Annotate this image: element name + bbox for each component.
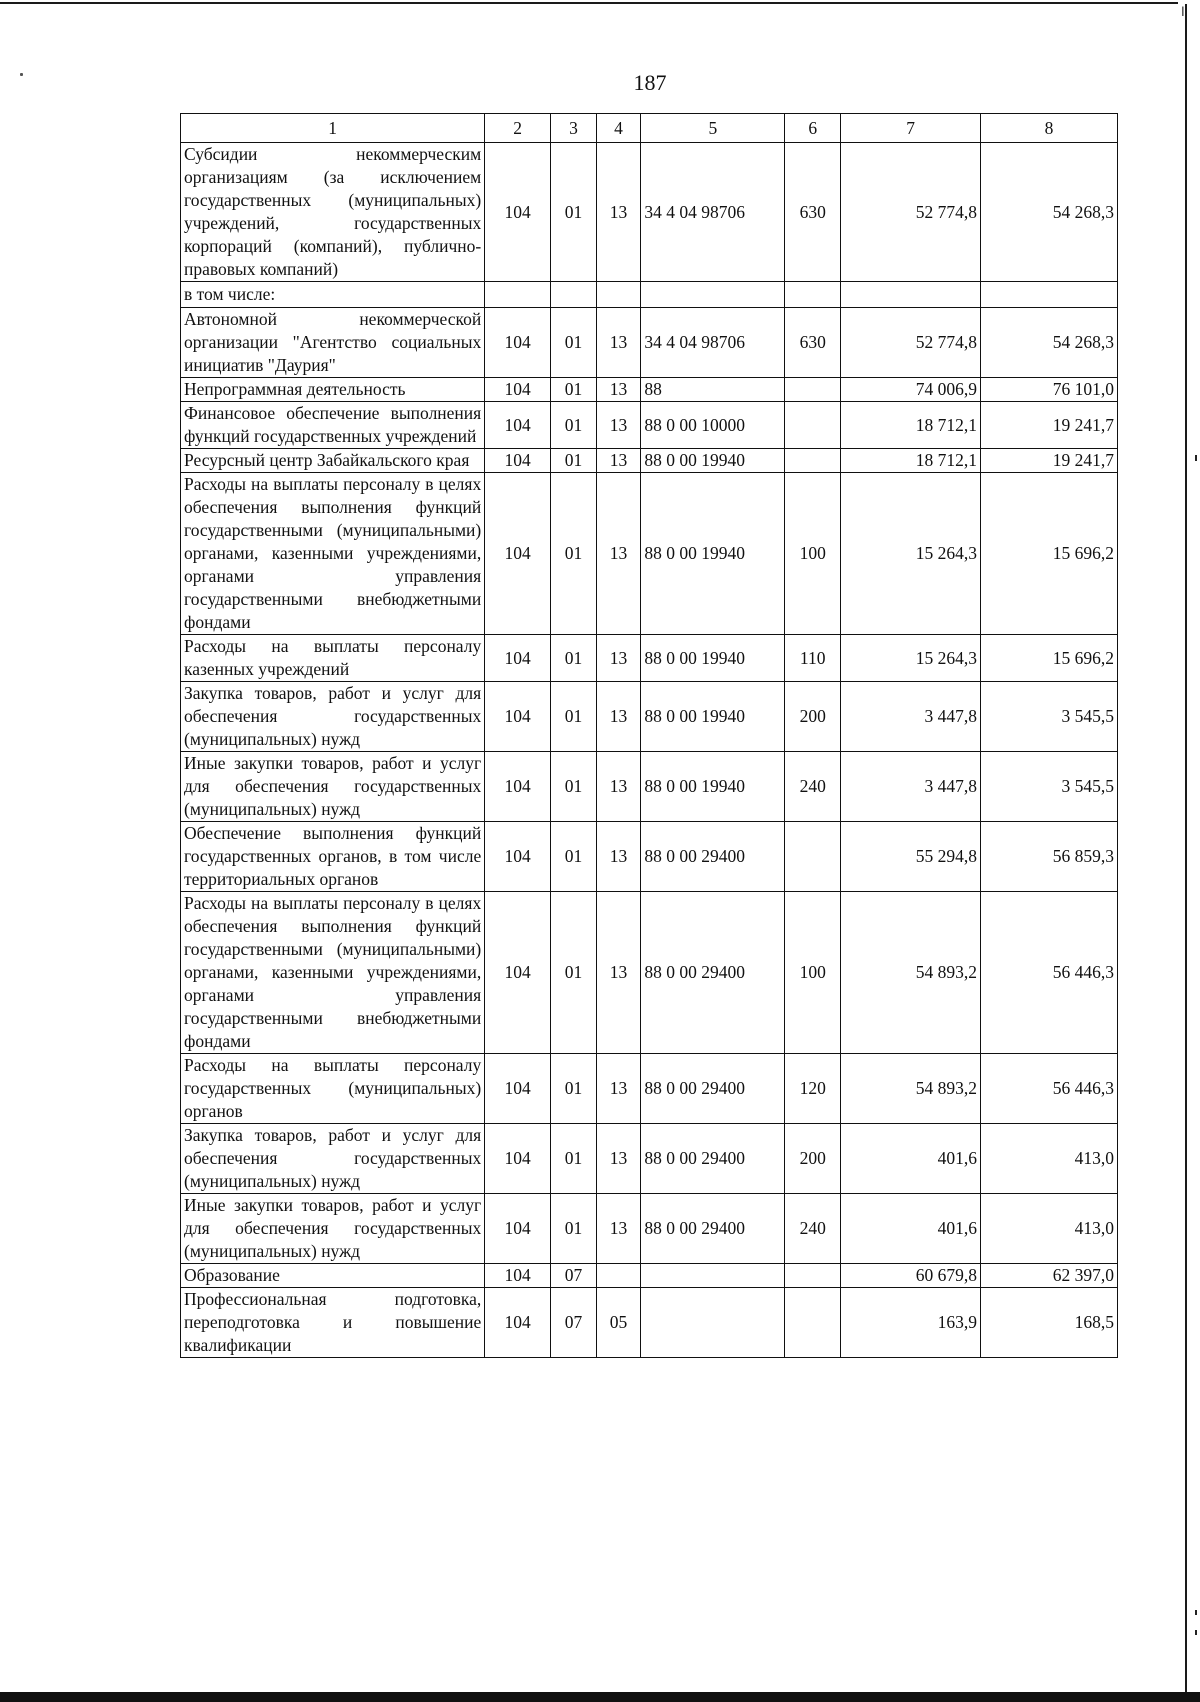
item-name: в том числе:: [181, 282, 485, 308]
section-code: 01: [551, 1124, 597, 1194]
target-article: 88: [641, 378, 785, 402]
subsection-code: 13: [596, 402, 641, 449]
expense-type: [785, 1264, 841, 1288]
amount-year-1: 401,6: [841, 1194, 981, 1264]
admin-code: 104: [485, 1124, 551, 1194]
target-article: [641, 1264, 785, 1288]
expense-type: 200: [785, 1124, 841, 1194]
subsection-code: 13: [596, 143, 641, 282]
target-article: 88 0 00 29400: [641, 1194, 785, 1264]
amount-year-2: 15 696,2: [981, 635, 1118, 682]
page-number: 187: [633, 70, 667, 95]
section-code: 01: [551, 822, 597, 892]
amount-year-2: 76 101,0: [981, 378, 1118, 402]
item-name: Расходы на выплаты персоналу государственных (муниципальных) органов: [181, 1054, 485, 1124]
expense-type: [785, 1288, 841, 1358]
admin-code: 104: [485, 682, 551, 752]
expense-type: 240: [785, 752, 841, 822]
section-code: 01: [551, 892, 597, 1054]
admin-code: 104: [485, 449, 551, 473]
amount-year-1: 60 679,8: [841, 1264, 981, 1288]
item-name: Профессиональная подготовка, переподготовка и повышение квалификации: [181, 1288, 485, 1358]
admin-code: 104: [485, 308, 551, 378]
item-name: Закупка товаров, работ и услуг для обеспечения государственных (муниципальных) нужд: [181, 682, 485, 752]
target-article: [641, 1288, 785, 1358]
item-name: Закупка товаров, работ и услуг для обеспечения государственных (муниципальных) нужд: [181, 1124, 485, 1194]
amount-year-1: 3 447,8: [841, 682, 981, 752]
item-name: Образование: [181, 1264, 485, 1288]
amount-year-1: 18 712,1: [841, 449, 981, 473]
amount-year-2: 19 241,7: [981, 449, 1118, 473]
table-row: [181, 282, 1118, 308]
admin-code: 104: [485, 635, 551, 682]
admin-code: 104: [485, 143, 551, 282]
admin-code: 104: [485, 1194, 551, 1264]
amount-year-2: 56 446,3: [981, 892, 1118, 1054]
scan-border-bottom: [0, 1692, 1200, 1702]
subsection-code: 13: [596, 822, 641, 892]
admin-code: 104: [485, 402, 551, 449]
admin-code: 104: [485, 1264, 551, 1288]
admin-code: 104: [485, 1288, 551, 1358]
header-row: [181, 114, 1118, 143]
section-code: 01: [551, 682, 597, 752]
subsection-code: 13: [596, 378, 641, 402]
amount-year-2: 62 397,0: [981, 1264, 1118, 1288]
table-row: [181, 143, 1118, 282]
subsection-code: 13: [596, 892, 641, 1054]
expense-type: [785, 822, 841, 892]
amount-year-1: 55 294,8: [841, 822, 981, 892]
table-row: [181, 892, 1118, 1054]
section-code: 01: [551, 402, 597, 449]
expense-type: 630: [785, 143, 841, 282]
amount-year-2: 3 545,5: [981, 752, 1118, 822]
amount-year-2: 54 268,3: [981, 143, 1118, 282]
item-name: Иные закупки товаров, работ и услуг для обеспечения государственных (муниципальных) нужд: [181, 1194, 485, 1264]
expense-type: 100: [785, 892, 841, 1054]
section-code: 01: [551, 378, 597, 402]
target-article: 88 0 00 29400: [641, 1124, 785, 1194]
amount-year-2: 54 268,3: [981, 308, 1118, 378]
table-row: [181, 1288, 1118, 1358]
column-header: 5: [641, 114, 785, 143]
subsection-code: 13: [596, 473, 641, 635]
subsection-code: 13: [596, 1194, 641, 1264]
subsection-code: 13: [596, 1124, 641, 1194]
item-name: Расходы на выплаты персоналу в целях обеспечения выполнения функций государственными (муниципальными) органами, казенными учреждениями, органами управления государственными внебюджетными фондами: [181, 473, 485, 635]
expense-type: [785, 402, 841, 449]
item-name: Расходы на выплаты персоналу в целях обеспечения выполнения функций государственными (муниципальными) органами, казенными учреждениями, органами управления государственными внебюджетными фондами: [181, 892, 485, 1054]
table-row: [181, 1264, 1118, 1288]
section-code: 01: [551, 308, 597, 378]
table-row: [181, 449, 1118, 473]
edge-mark: [1195, 455, 1197, 461]
amount-year-2: 168,5: [981, 1288, 1118, 1358]
amount-year-2: 15 696,2: [981, 473, 1118, 635]
subsection-code: 13: [596, 682, 641, 752]
subsection-code: 05: [596, 1288, 641, 1358]
target-article: 88 0 00 29400: [641, 892, 785, 1054]
section-code: 01: [551, 143, 597, 282]
expense-type: 120: [785, 1054, 841, 1124]
admin-code: 104: [485, 822, 551, 892]
item-name: Непрограммная деятельность: [181, 378, 485, 402]
table-row: [181, 473, 1118, 635]
column-header: 7: [841, 114, 981, 143]
item-name: Автономной некоммерческой организации "Агентство социальных инициатив "Даурия": [181, 308, 485, 378]
table-body: [181, 114, 1118, 1358]
edge-mark: [1195, 1610, 1197, 1615]
target-article: 88 0 00 19940: [641, 473, 785, 635]
amount-year-2: [981, 282, 1118, 308]
item-name: Обеспечение выполнения функций государственных органов, в том числе территориальных органов: [181, 822, 485, 892]
expense-type: 200: [785, 682, 841, 752]
column-header: 8: [981, 114, 1118, 143]
target-article: 88 0 00 19940: [641, 449, 785, 473]
budget-table: [180, 113, 1118, 1358]
target-article: 88 0 00 19940: [641, 752, 785, 822]
section-code: 07: [551, 1288, 597, 1358]
amount-year-1: 54 893,2: [841, 892, 981, 1054]
amount-year-1: 401,6: [841, 1124, 981, 1194]
expense-type: [785, 282, 841, 308]
expense-type: [785, 378, 841, 402]
scan-border-top: [0, 2, 1178, 4]
amount-year-1: 3 447,8: [841, 752, 981, 822]
column-header: 6: [785, 114, 841, 143]
subsection-code: 13: [596, 449, 641, 473]
item-name: Расходы на выплаты персоналу казенных учреждений: [181, 635, 485, 682]
amount-year-1: 54 893,2: [841, 1054, 981, 1124]
target-article: 88 0 00 19940: [641, 682, 785, 752]
column-header: 1: [181, 114, 485, 143]
table-row: [181, 635, 1118, 682]
target-article: 88 0 00 19940: [641, 635, 785, 682]
column-header: 2: [485, 114, 551, 143]
amount-year-1: [841, 282, 981, 308]
amount-year-2: 56 446,3: [981, 1054, 1118, 1124]
target-article: 88 0 00 10000: [641, 402, 785, 449]
section-code: 01: [551, 449, 597, 473]
amount-year-1: 18 712,1: [841, 402, 981, 449]
amount-year-1: 163,9: [841, 1288, 981, 1358]
section-code: 01: [551, 752, 597, 822]
item-name: Иные закупки товаров, работ и услуг для обеспечения государственных (муниципальных) нужд: [181, 752, 485, 822]
subsection-code: 13: [596, 308, 641, 378]
edge-mark: [1195, 1630, 1197, 1635]
table-row: [181, 1124, 1118, 1194]
column-header: 3: [551, 114, 597, 143]
table-row: [181, 752, 1118, 822]
admin-code: 104: [485, 378, 551, 402]
corner-mark: ╷: [1178, 0, 1188, 16]
amount-year-1: 15 264,3: [841, 635, 981, 682]
admin-code: 104: [485, 752, 551, 822]
amount-year-1: 52 774,8: [841, 308, 981, 378]
admin-code: [485, 282, 551, 308]
subsection-code: [596, 282, 641, 308]
expense-type: 100: [785, 473, 841, 635]
subsection-code: [596, 1264, 641, 1288]
amount-year-2: 56 859,3: [981, 822, 1118, 892]
subsection-code: 13: [596, 1054, 641, 1124]
amount-year-2: 3 545,5: [981, 682, 1118, 752]
amount-year-1: 74 006,9: [841, 378, 981, 402]
target-article: [641, 282, 785, 308]
table-row: [181, 402, 1118, 449]
table-row: [181, 1054, 1118, 1124]
admin-code: 104: [485, 1054, 551, 1124]
expense-type: 110: [785, 635, 841, 682]
table-row: [181, 378, 1118, 402]
section-code: 01: [551, 1194, 597, 1264]
amount-year-1: 52 774,8: [841, 143, 981, 282]
item-name: Субсидии некоммерческим организациям (за исключением государственных (муниципальных) учреждений, государственных корпораций (компаний), публично-правовых компаний): [181, 143, 485, 282]
amount-year-1: 15 264,3: [841, 473, 981, 635]
table-row: [181, 682, 1118, 752]
scan-border-right: [1185, 4, 1187, 1694]
amount-year-2: 19 241,7: [981, 402, 1118, 449]
section-code: 01: [551, 473, 597, 635]
target-article: 88 0 00 29400: [641, 822, 785, 892]
table-row: [181, 822, 1118, 892]
admin-code: 104: [485, 892, 551, 1054]
section-code: 07: [551, 1264, 597, 1288]
amount-year-2: 413,0: [981, 1124, 1118, 1194]
table-row: [181, 308, 1118, 378]
amount-year-2: 413,0: [981, 1194, 1118, 1264]
subsection-code: 13: [596, 635, 641, 682]
target-article: 34 4 04 98706: [641, 143, 785, 282]
subsection-code: 13: [596, 752, 641, 822]
table-row: [181, 1194, 1118, 1264]
item-name: Финансовое обеспечение выполнения функций государственных учреждений: [181, 402, 485, 449]
column-header: 4: [596, 114, 641, 143]
section-code: [551, 282, 597, 308]
section-code: 01: [551, 635, 597, 682]
expense-type: 630: [785, 308, 841, 378]
expense-type: 240: [785, 1194, 841, 1264]
target-article: 34 4 04 98706: [641, 308, 785, 378]
section-code: 01: [551, 1054, 597, 1124]
admin-code: 104: [485, 473, 551, 635]
item-name: Ресурсный центр Забайкальского края: [181, 449, 485, 473]
target-article: 88 0 00 29400: [641, 1054, 785, 1124]
expense-type: [785, 449, 841, 473]
